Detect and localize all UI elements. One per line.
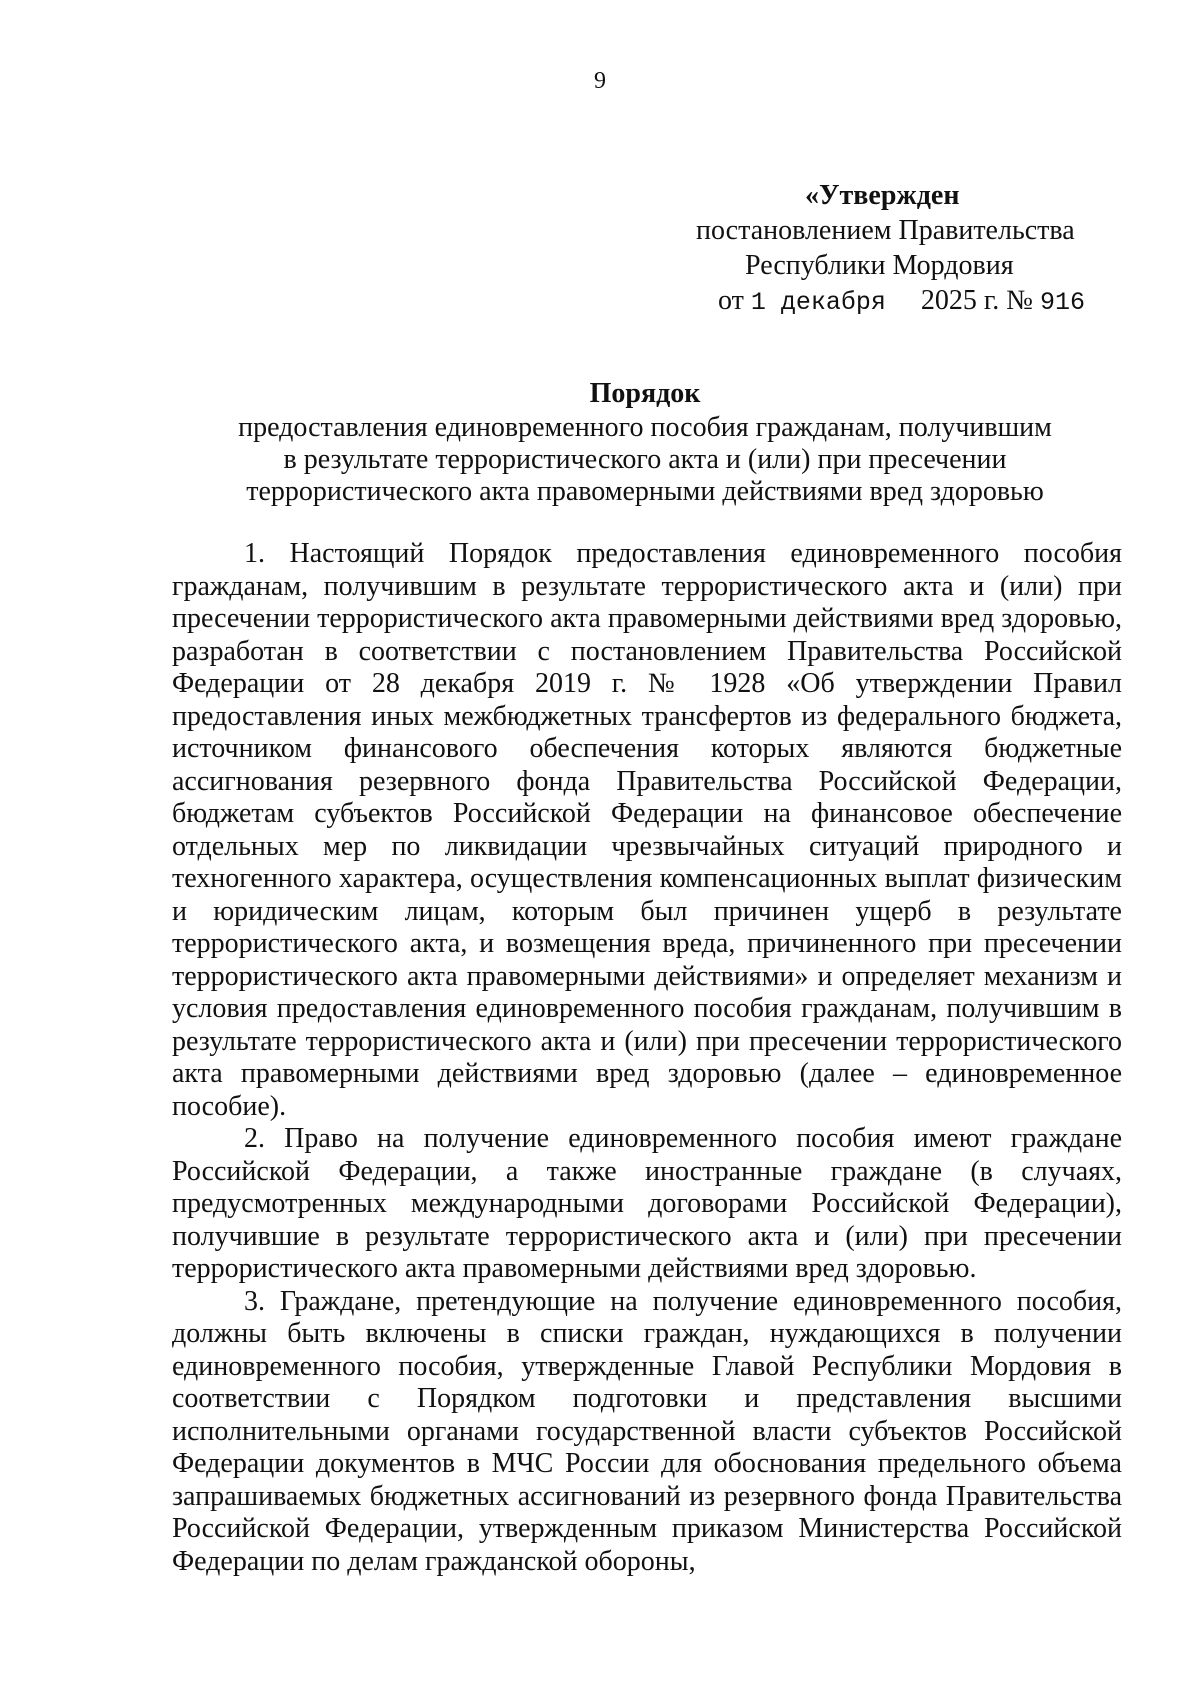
paragraph-3: 3. Граждане, претендующие на получение единовременного пособия, должны быть включены в списки граждан, нуждающихся в получении единовременного пособия, утвержденные Главой Республики Мордовия в соответствии с Порядком подготовки и представления высшими исполнительными органами государственной власти субъектов Российской Федерации документов в МЧС России для обоснования предельного объема запрашиваемых бюджетных ассигнований из резервного фонда Правительства Российской Федерации, утвержденным приказом Министерства Российской Федерации по делам гражданской обороны, [172, 1285, 1122, 1577]
title-subtitle-line-2: в результате террористического акта и (или) при пресечении [283, 444, 1007, 475]
title-main: Порядок [589, 378, 701, 409]
approval-number: 916 [1039, 288, 1085, 317]
paragraph-2: 2. Право на получение единовременного пособия имеют граждане Российской Федерации, а также иностранные граждане (в случаях, предусмотренных международными договорами Российской Федерации), получившие в результате террористического акта и (или) при пресечении террористического акта правомерными действиями вред здоровью. [172, 1123, 1122, 1284]
approval-heading: «Утвержден [805, 180, 960, 211]
page-number: 9 [594, 68, 606, 94]
document-body [172, 538, 1122, 1578]
approval-year: 2025 г. № [920, 285, 1033, 316]
approval-date-line [660, 283, 1130, 320]
approval-from-label: от [718, 285, 744, 316]
approval-stamp [660, 178, 1130, 320]
document-title [170, 378, 1120, 508]
paragraph-1: 1. Настоящий Порядок предоставления единовременного пособия гражданам, получившим в результате террористического акта и (или) при пресечении террористического акта правомерными действиями вред здоровью, разработан в соответствии с постановлением Правительства Российской Федерации от 28 декабря 2019 г. № 1928 «Об утверждении Правил предоставления иных межбюджетных трансфертов из федерального бюджета, источником финансового обеспечения которых являются бюджетные ассигнования резервного фонда Правительства Российской Федерации, бюджетам субъектов Российской Федерации на финансовое обеспечение отдельных мер по ликвидации чрезвычайных ситуаций природного и техногенного характера, осуществления компенсационных выплат физическим и юридическим лицам, которым был причинен ущерб в результате террористического акта, и возмещения вреда, причиненного при пресечении террористического акта правомерными действиями» и определяет механизм и условия предоставления единовременного пособия гражданам, получившим в результате террористического акта и (или) при пресечении террористического акта правомерными действиями вред здоровью (далее – единовременное пособие). [172, 538, 1122, 1122]
approval-decree: постановлением Правительства [696, 215, 1075, 246]
approval-date: 1 декабря [750, 288, 886, 317]
title-subtitle-line-3: террористического акта правомерными действиями вред здоровью [246, 476, 1044, 507]
title-subtitle-line-1: предоставления единовременного пособия гражданам, получившим [238, 412, 1052, 443]
approval-republic: Республики Мордовия [745, 250, 1014, 281]
